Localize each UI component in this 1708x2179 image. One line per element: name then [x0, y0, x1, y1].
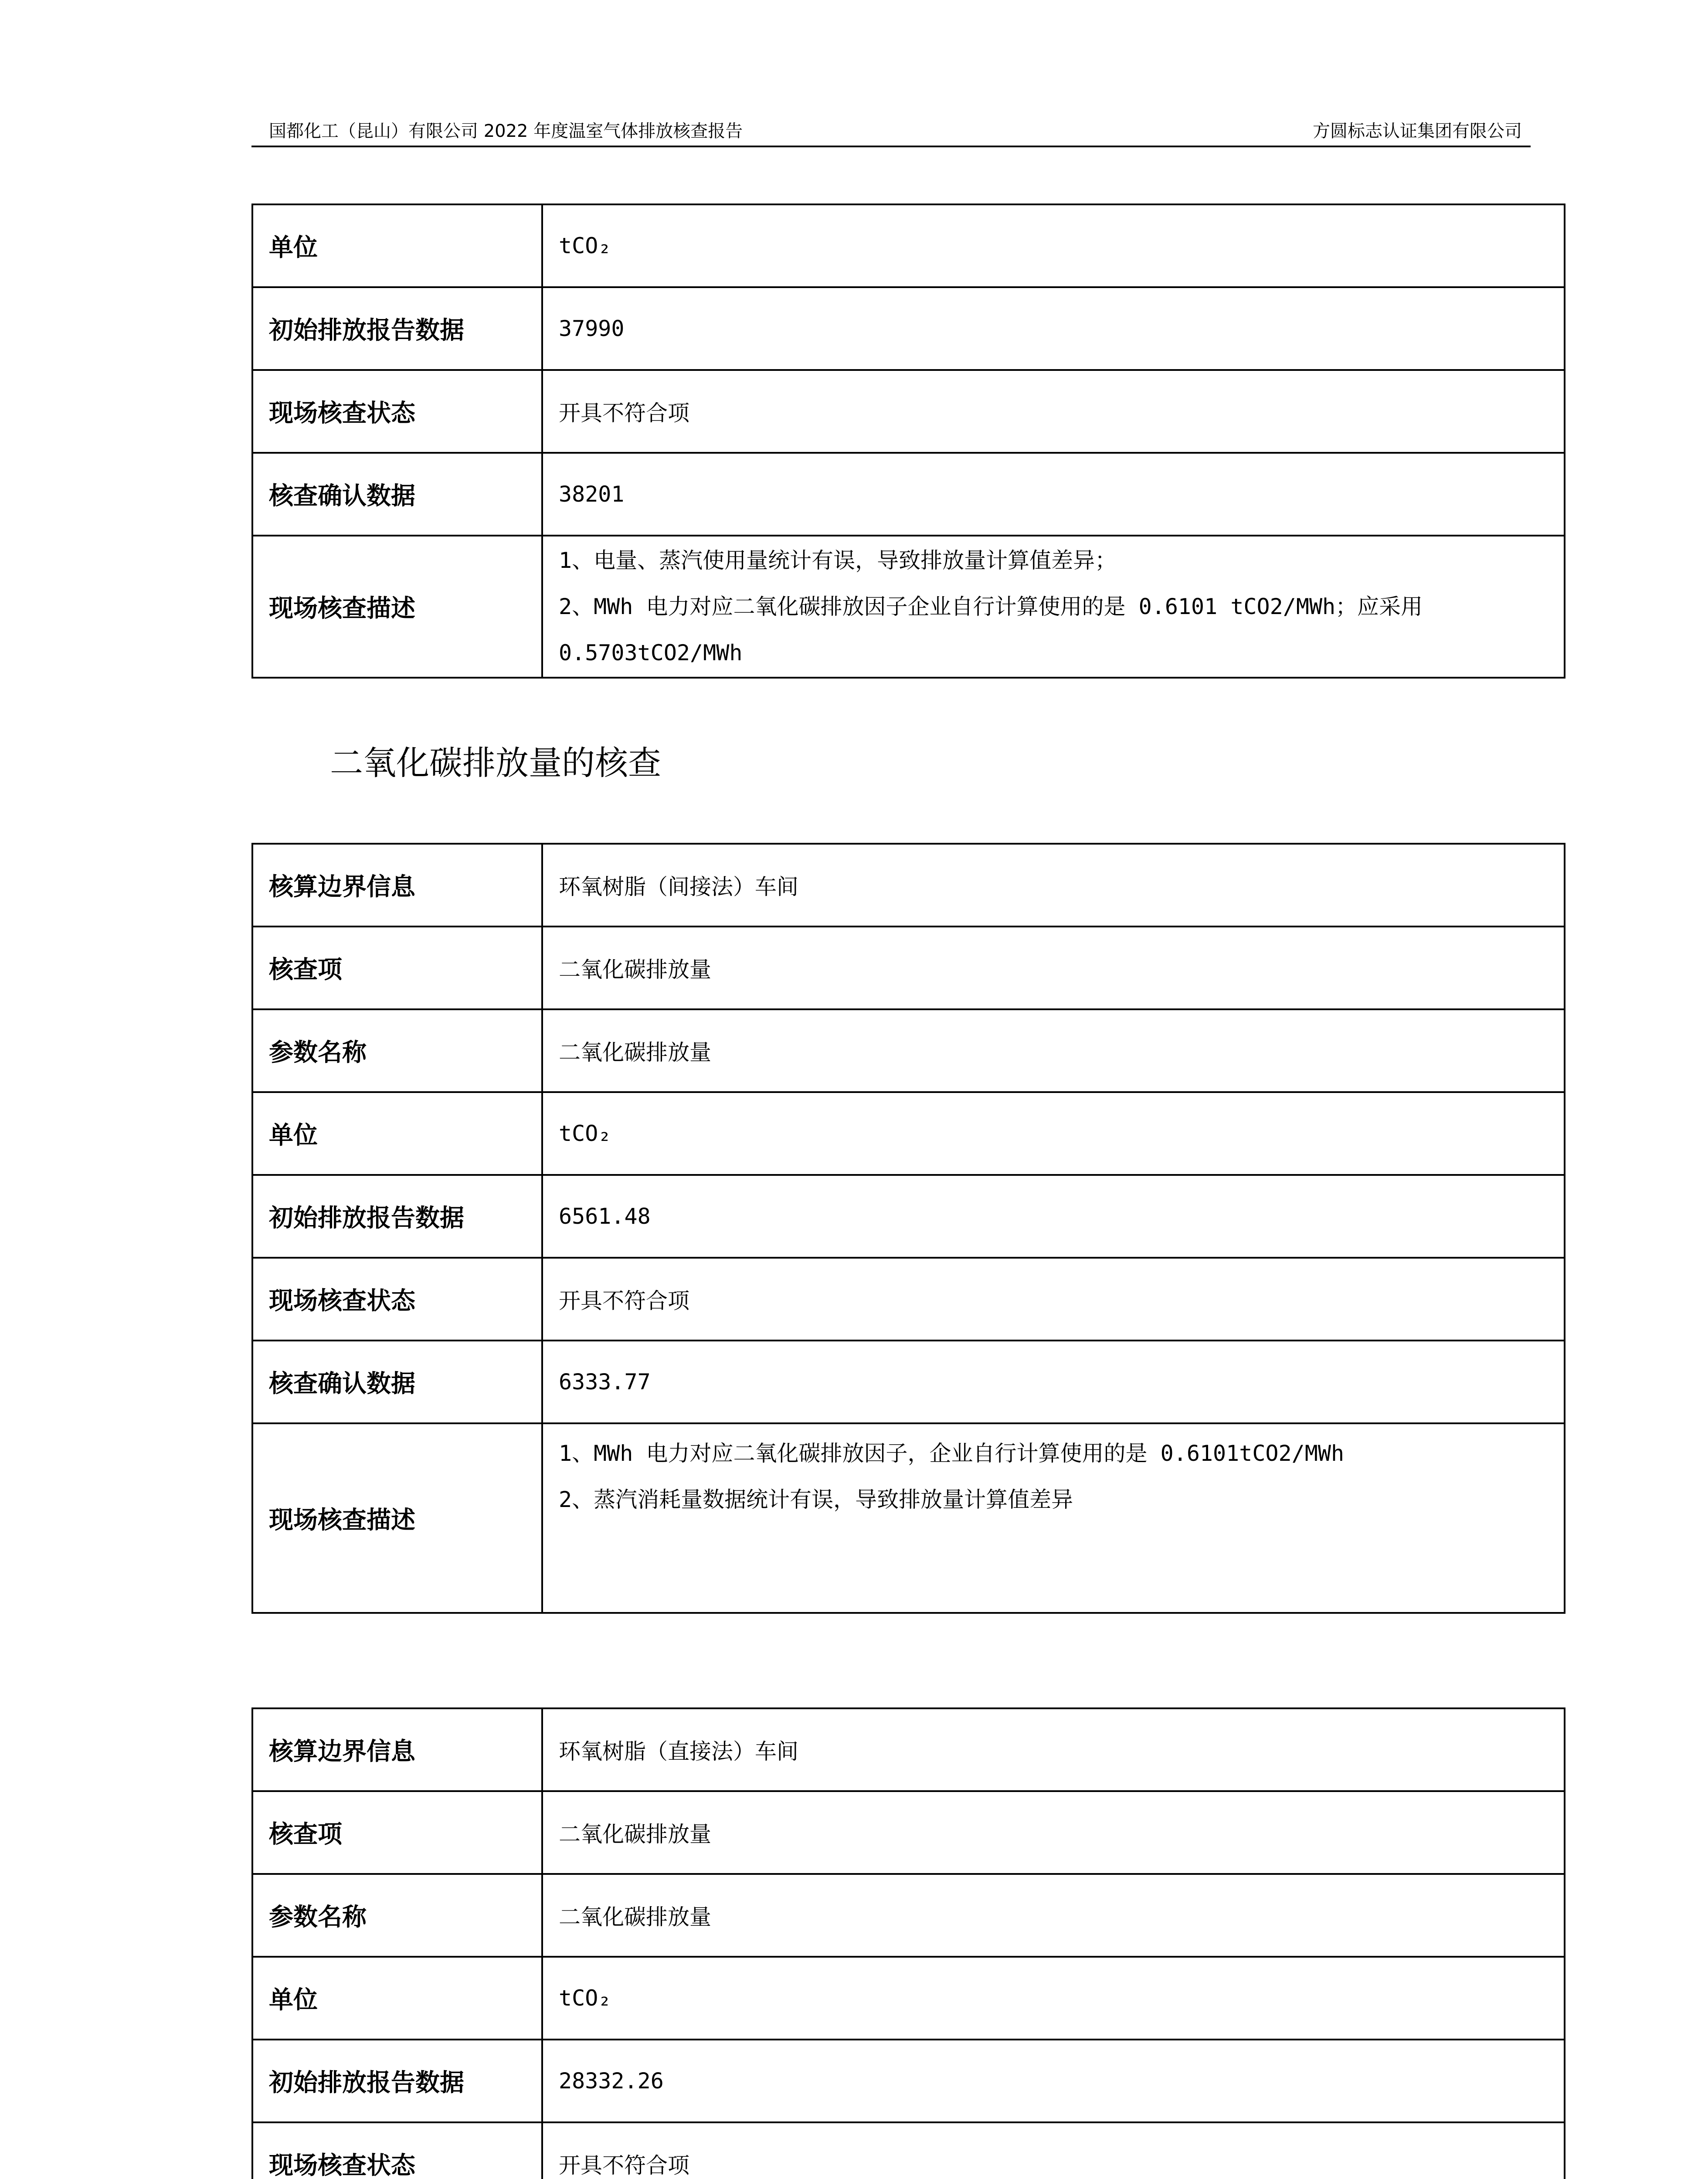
table-row — [252, 1874, 1565, 1957]
row-value: 开具不符合项 — [542, 1258, 1565, 1341]
row-value: 二氧化碳排放量 — [542, 927, 1565, 1009]
table-row — [252, 287, 1565, 370]
row-value: 环氧树脂（直接法）车间 — [542, 1708, 1565, 1791]
description-text — [542, 536, 1565, 678]
row-value: 二氧化碳排放量 — [542, 1009, 1565, 1092]
table-row — [252, 927, 1565, 1009]
verification-table-3 — [251, 1707, 1565, 2179]
table-row-description — [252, 536, 1565, 678]
row-key: 初始排放报告数据 — [252, 287, 542, 370]
table-row-description — [252, 1423, 1565, 1613]
row-value: 38201 — [542, 453, 1565, 536]
table-row — [252, 370, 1565, 453]
header-report-title: 国都化工（昆山）有限公司 2022 年度温室气体排放核查报告 — [269, 121, 743, 141]
row-value: tCO₂ — [542, 204, 1565, 287]
table-row — [252, 2122, 1565, 2179]
row-key: 核查确认数据 — [252, 1341, 542, 1423]
row-key: 参数名称 — [252, 1874, 542, 1957]
row-value: 37990 — [542, 287, 1565, 370]
row-value: tCO₂ — [542, 1957, 1565, 2040]
table-row — [252, 2040, 1565, 2122]
description-line: 1、电量、蒸汽使用量统计有误，导致排放量计算值差异； — [559, 548, 1117, 573]
section-title: 二氧化碳排放量的核查 — [330, 743, 661, 782]
row-key: 现场核查状态 — [252, 1258, 542, 1341]
row-value: tCO₂ — [542, 1092, 1565, 1175]
row-value: 6561.48 — [542, 1175, 1565, 1258]
header-company-name: 方圆标志认证集团有限公司 — [1313, 121, 1522, 141]
table-row — [252, 844, 1565, 927]
table-row — [252, 1009, 1565, 1092]
row-key: 现场核查状态 — [252, 370, 542, 453]
row-value: 28332.26 — [542, 2040, 1565, 2122]
row-key: 核算边界信息 — [252, 844, 542, 927]
verification-table-1 — [251, 204, 1565, 679]
row-value: 开具不符合项 — [542, 2122, 1565, 2179]
row-key: 初始排放报告数据 — [252, 1175, 542, 1258]
table-row — [252, 453, 1565, 536]
table-row — [252, 1341, 1565, 1423]
description-line: 1、MWh 电力对应二氧化碳排放因子，企业自行计算使用的是 0.6101tCO2/MWh — [559, 1441, 1345, 1466]
row-value: 6333.77 — [542, 1341, 1565, 1423]
row-key: 单位 — [252, 1092, 542, 1175]
description-line: 2、蒸汽消耗量数据统计有误，导致排放量计算值差异 — [559, 1487, 1073, 1512]
table-row — [252, 1791, 1565, 1874]
row-value: 环氧树脂（间接法）车间 — [542, 844, 1565, 927]
row-value: 二氧化碳排放量 — [542, 1791, 1565, 1874]
row-value: 开具不符合项 — [542, 370, 1565, 453]
table-row — [252, 1175, 1565, 1258]
table-row — [252, 1708, 1565, 1791]
row-key: 单位 — [252, 1957, 542, 2040]
row-key: 初始排放报告数据 — [252, 2040, 542, 2122]
description-text — [542, 1423, 1565, 1613]
table-row — [252, 1258, 1565, 1341]
row-key: 现场核查状态 — [252, 2122, 542, 2179]
table-row — [252, 1092, 1565, 1175]
row-value: 二氧化碳排放量 — [542, 1874, 1565, 1957]
row-key: 现场核查描述 — [252, 536, 542, 678]
row-key: 现场核查描述 — [252, 1423, 542, 1613]
verification-table-2 — [251, 843, 1565, 1614]
row-key: 核查项 — [252, 927, 542, 1009]
description-line: 0.5703tCO2/MWh — [559, 640, 743, 665]
table-row — [252, 1957, 1565, 2040]
row-key: 核查项 — [252, 1791, 542, 1874]
table-row — [252, 204, 1565, 287]
description-line: 2、MWh 电力对应二氧化碳排放因子企业自行计算使用的是 0.6101 tCO2/MWh；应采用 — [559, 594, 1423, 619]
row-key: 核算边界信息 — [252, 1708, 542, 1791]
page-header — [251, 114, 1531, 147]
row-key: 参数名称 — [252, 1009, 542, 1092]
row-key: 核查确认数据 — [252, 453, 542, 536]
row-key: 单位 — [252, 204, 542, 287]
